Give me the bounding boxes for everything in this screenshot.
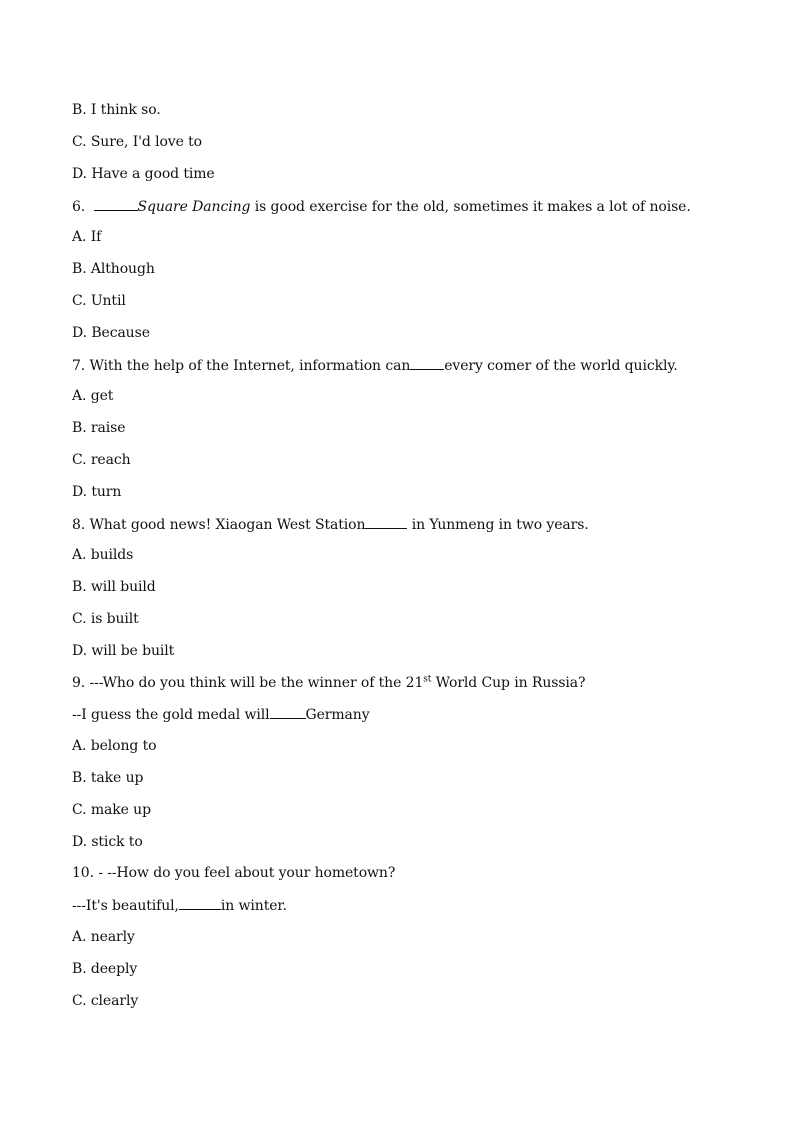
- option-q7-a: A. get: [72, 388, 114, 404]
- option-q6-c: C. Until: [72, 293, 126, 309]
- question-6: [72, 196, 691, 217]
- question-text: 8. What good news! Xiaogan West Station: [72, 517, 366, 533]
- question-text-end: World Cup in Russia?: [431, 675, 586, 691]
- option-q10-c: C. clearly: [72, 993, 139, 1009]
- question-text-end: in Yunmeng in two years.: [407, 517, 589, 533]
- option-q9-d: D. stick to: [72, 834, 143, 850]
- option-q5-c: C. Sure, I'd love to: [72, 134, 202, 150]
- question-text: is good exercise for the old, sometimes it makes a lot of noise.: [250, 199, 691, 215]
- option-q7-b: B. raise: [72, 420, 126, 436]
- answer-blank: [365, 514, 407, 529]
- answer-blank: [94, 196, 138, 211]
- reply-text-end: in winter.: [220, 898, 287, 914]
- answer-blank: [179, 895, 221, 910]
- reply-text: --I guess the gold medal will: [72, 707, 270, 723]
- question-number: 6.: [72, 199, 86, 215]
- option-q6-a: A. If: [72, 229, 102, 245]
- option-q8-b: B. will build: [72, 579, 156, 595]
- option-q8-d: D. will be built: [72, 643, 175, 659]
- option-q9-c: C. make up: [72, 802, 151, 818]
- ordinal-suffix: st: [423, 674, 432, 685]
- italic-term: Square Dancing: [137, 199, 251, 215]
- reply-text-end: Germany: [305, 707, 370, 723]
- option-q6-d: D. Because: [72, 325, 150, 341]
- option-q10-a: A. nearly: [72, 929, 135, 945]
- answer-blank: [270, 704, 306, 719]
- option-q7-c: C. reach: [72, 452, 131, 468]
- option-q9-b: B. take up: [72, 770, 144, 786]
- option-q6-b: B. Although: [72, 261, 155, 277]
- option-q9-a: A. belong to: [72, 738, 157, 754]
- question-10: 10. - --How do you feel about your hometown?: [72, 865, 396, 881]
- question-text: 7. With the help of the Internet, information can: [72, 358, 411, 374]
- option-q5-d: D. Have a good time: [72, 166, 215, 182]
- question-9-reply: [72, 704, 370, 725]
- reply-text: ---It's beautiful,: [72, 898, 179, 914]
- option-q5-b: B. I think so.: [72, 102, 161, 118]
- question-7: [72, 355, 678, 376]
- option-q8-c: C. is built: [72, 611, 139, 627]
- question-text-end: every comer of the world quickly.: [444, 358, 678, 374]
- answer-blank: [410, 355, 444, 370]
- question-10-reply: [72, 895, 287, 916]
- option-q8-a: A. builds: [72, 547, 134, 563]
- question-9: [72, 673, 585, 693]
- option-q7-d: D. turn: [72, 484, 122, 500]
- question-text: 9. ---Who do you think will be the winner of the 21: [72, 675, 424, 691]
- question-8: [72, 514, 589, 535]
- option-q10-b: B. deeply: [72, 961, 138, 977]
